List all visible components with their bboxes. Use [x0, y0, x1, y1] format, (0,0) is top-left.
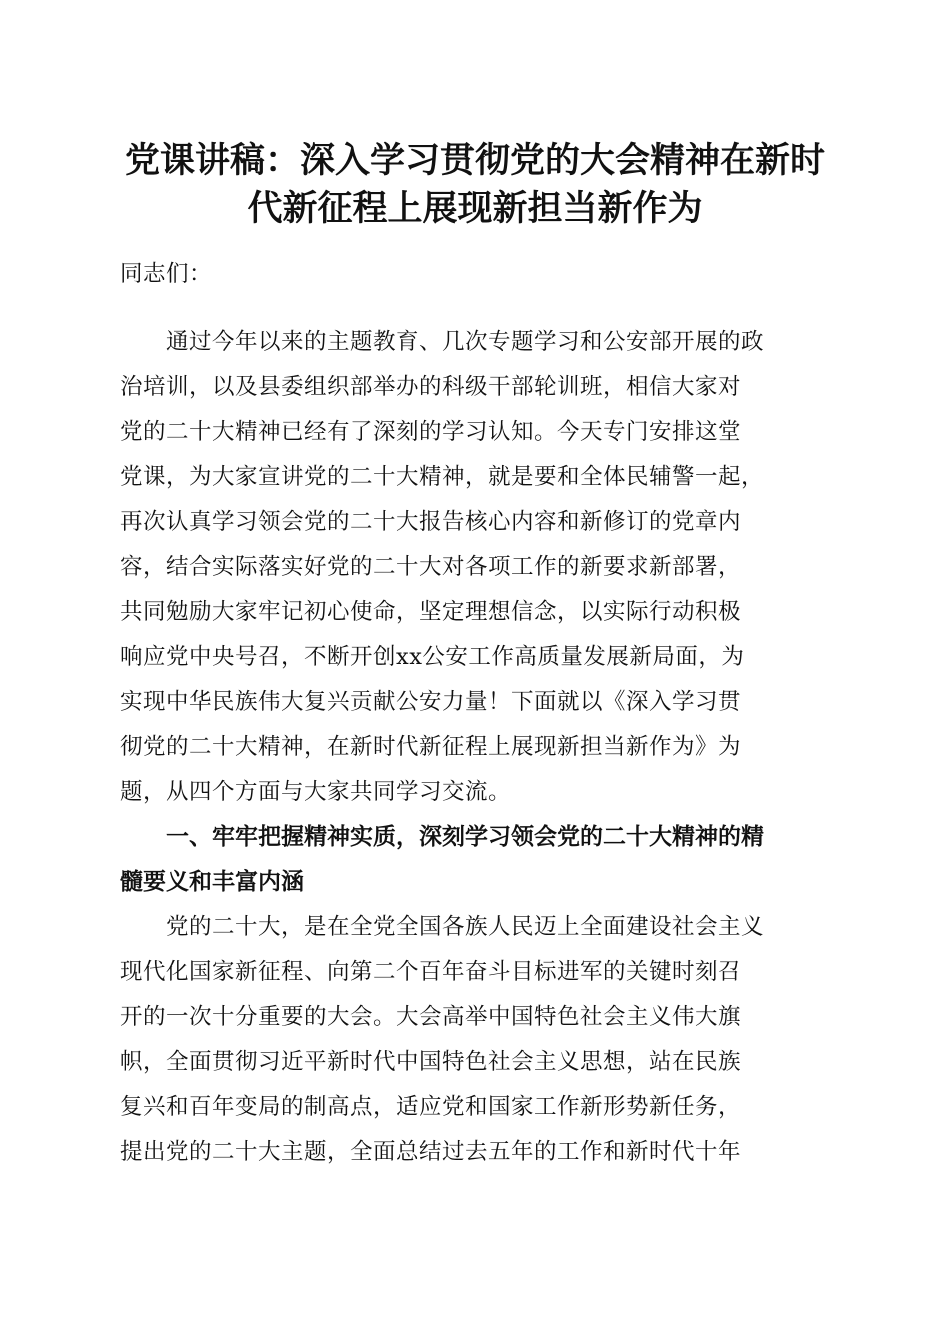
body-line-3: 党的二十大精神已经有了深刻的学习认知。今天专门安排这堂 — [120, 419, 742, 445]
title-line-2: 代新征程上展现新担当新作为 — [247, 188, 703, 229]
body-line-16: 复兴和百年变局的制高点，适应党和国家工作新形势新任务， — [120, 1094, 742, 1120]
section-heading-line-2: 髓要义和丰富内涵 — [120, 869, 304, 895]
body-line-8: 响应党中央号召，不断开创xx公安工作高质量发展新局面，为 — [120, 644, 745, 670]
section-heading-line-1: 一、牢牢把握精神实质，深刻学习领会党的二十大精神的精 — [120, 824, 764, 850]
body-line-14: 开的一次十分重要的大会。大会高举中国特色社会主义伟大旗 — [120, 1004, 742, 1030]
title-line-1: 党课讲稿：深入学习贯彻党的大会精神在新时 — [124, 140, 825, 181]
body-line-15: 帜，全面贯彻习近平新时代中国特色社会主义思想，站在民族 — [120, 1049, 742, 1075]
body-line-4: 党课，为大家宣讲党的二十大精神，就是要和全体民辅警一起， — [120, 464, 765, 490]
body-line-7: 共同勉励大家牢记初心使命，坚定理想信念，以实际行动积极 — [120, 599, 742, 625]
body-line-13: 现代化国家新征程、向第二个百年奋斗目标进军的关键时刻召 — [120, 959, 742, 985]
body-line-6: 容，结合实际落实好党的二十大对各项工作的新要求新部署， — [120, 554, 742, 580]
body-line-10: 彻党的二十大精神，在新时代新征程上展现新担当新作为》为 — [120, 734, 742, 760]
salutation: 同志们： — [120, 261, 213, 287]
body-line-2: 治培训，以及县委组织部举办的科级干部轮训班，相信大家对 — [120, 374, 742, 400]
body-line-11: 题，从四个方面与大家共同学习交流。 — [120, 779, 512, 805]
body-line-5: 再次认真学习领会党的二十大报告核心内容和新修订的党章内 — [120, 509, 742, 535]
body-line-12: 党的二十大，是在全党全国各族人民迈上全面建设社会主义 — [120, 914, 765, 940]
body-line-1: 通过今年以来的主题教育、几次专题学习和公安部开展的政 — [120, 329, 765, 355]
body-line-17: 提出党的二十大主题，全面总结过去五年的工作和新时代十年 — [120, 1139, 742, 1165]
body-line-9: 实现中华民族伟大复兴贡献公安力量！下面就以《深入学习贯 — [120, 689, 742, 715]
